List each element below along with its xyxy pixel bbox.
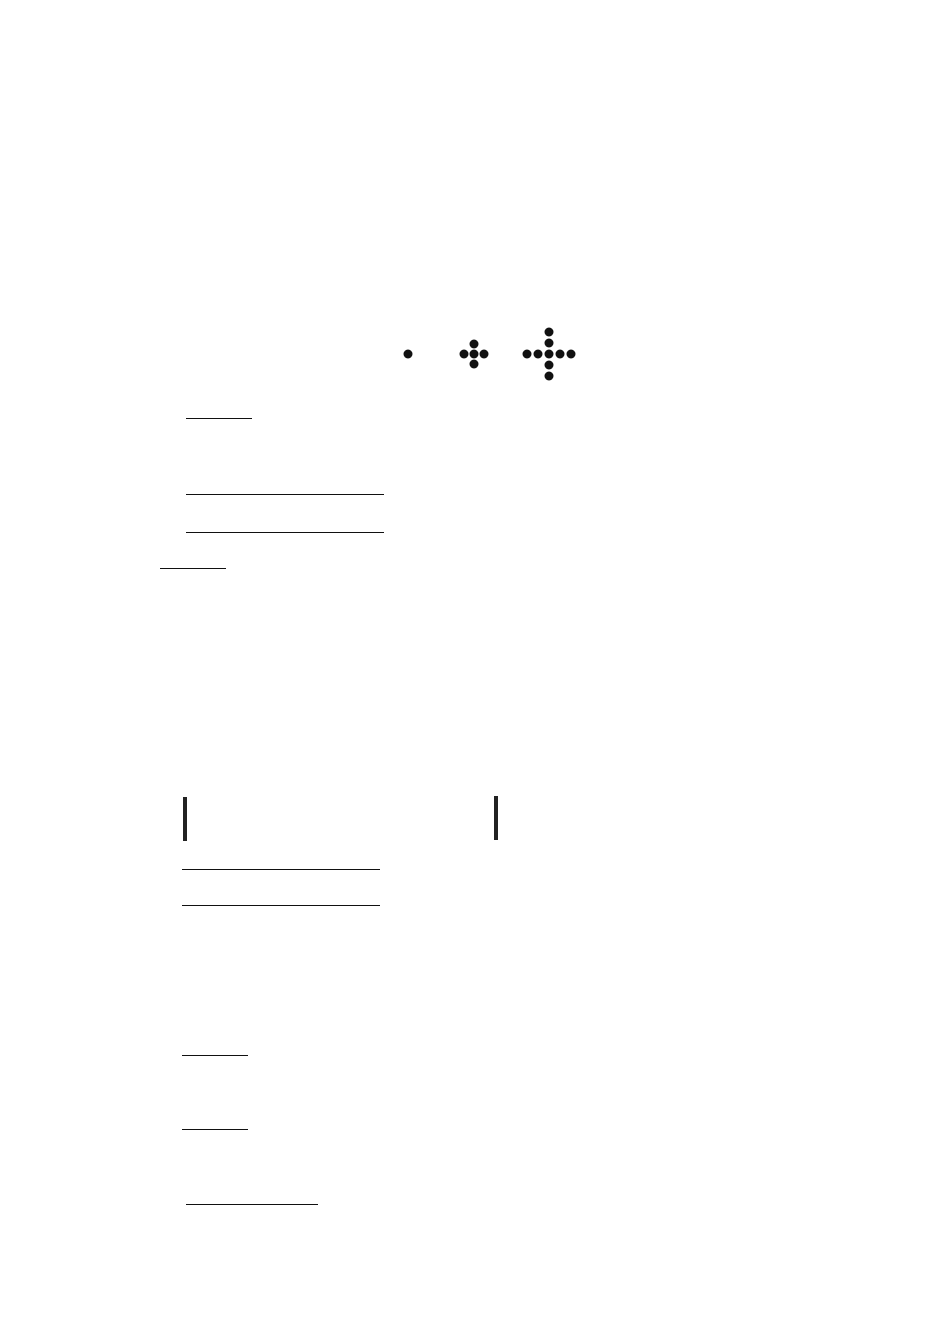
answer-blank[interactable] <box>252 480 318 495</box>
answer-blank[interactable] <box>252 518 318 533</box>
q10-line1 <box>186 480 384 500</box>
answer-blank[interactable] <box>318 518 384 533</box>
answer-blank[interactable] <box>314 855 380 870</box>
q9-line2 <box>186 404 252 424</box>
q13-line5 <box>182 1115 248 1135</box>
answer-blank[interactable] <box>318 480 384 495</box>
answer-blank[interactable] <box>186 518 252 533</box>
dot-figure-2 <box>460 340 489 369</box>
answer-blank[interactable] <box>252 1190 318 1205</box>
q12-line2 <box>182 891 380 911</box>
q10-line2 <box>186 518 384 538</box>
dot-pattern-figure <box>398 326 622 384</box>
answer-blank[interactable] <box>248 891 314 906</box>
q13-line3 <box>182 1041 248 1061</box>
answer-blank[interactable] <box>182 1041 248 1056</box>
answer-blank[interactable] <box>186 404 252 419</box>
q14-line1 <box>186 1190 318 1210</box>
answer-blank[interactable] <box>160 554 226 569</box>
answer-blank[interactable] <box>182 891 248 906</box>
dot-figure-3 <box>523 328 576 381</box>
dot-figure-1 <box>404 350 413 359</box>
q12-line1 <box>182 855 380 875</box>
answer-blank[interactable] <box>182 855 248 870</box>
number-box-row-1 <box>183 797 187 841</box>
answer-blank[interactable] <box>314 891 380 906</box>
number-box-row-2 <box>494 796 498 840</box>
q11-title <box>160 554 226 574</box>
answer-blank[interactable] <box>182 1115 248 1130</box>
answer-blank[interactable] <box>248 855 314 870</box>
diamond-figures <box>176 590 842 746</box>
answer-blank[interactable] <box>186 1190 252 1205</box>
answer-blank[interactable] <box>186 480 252 495</box>
